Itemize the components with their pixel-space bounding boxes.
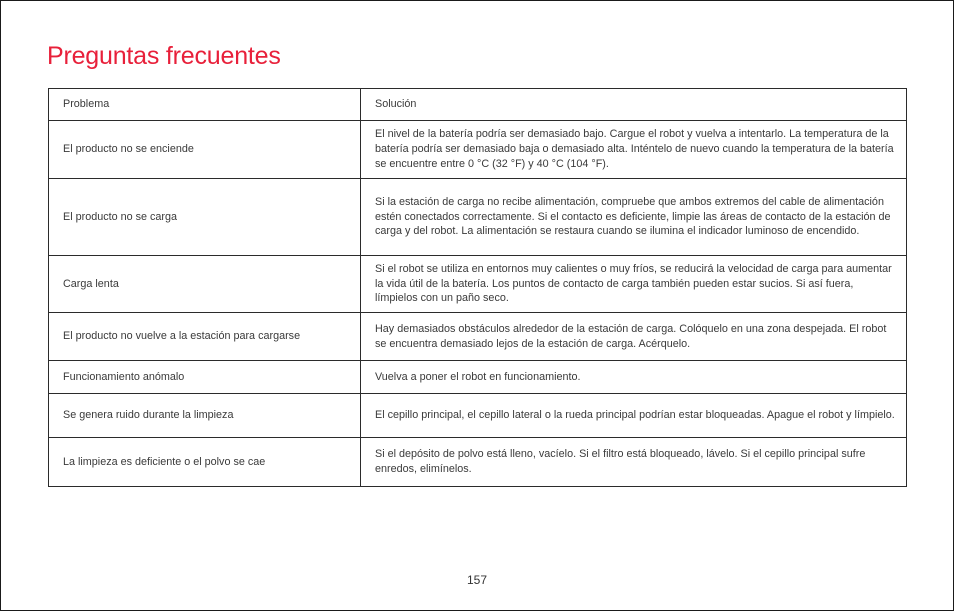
solution-cell: Hay demasiados obstáculos alrededor de la estación de carga. Colóquelo en una zona despejada. El robot se encuentra demasiado lejos de la estación de carga. Acérquelo. [361, 313, 907, 361]
solution-cell: Si el robot se utiliza en entornos muy calientes o muy fríos, se reducirá la velocidad de carga para aumentar la vida útil de la batería. Los puntos de contacto de carga también pueden estar sucios. Si así fuera, límpielos con un paño seco. [361, 256, 907, 313]
faq-table [48, 88, 907, 487]
table-row [49, 438, 907, 487]
solution-cell: Si la estación de carga no recibe alimentación, compruebe que ambos extremos del cable de alimentación estén conectados correctamente. Si el contacto es deficiente, limpie las áreas de contacto de la estación de carga y del robot. La alimentación se restaura cuando se ilumina el indicador luminoso de encendido. [361, 179, 907, 256]
table-header-row [49, 89, 907, 121]
table-row [49, 313, 907, 361]
header-solution: Solución [361, 89, 907, 121]
problem-cell: El producto no vuelve a la estación para cargarse [49, 313, 361, 361]
table-row [49, 256, 907, 313]
problem-cell: Se genera ruido durante la limpieza [49, 394, 361, 438]
problem-cell: Funcionamiento anómalo [49, 361, 361, 394]
solution-cell: El cepillo principal, el cepillo lateral o la rueda principal podrían estar bloqueadas. Apague el robot y límpielo. [361, 394, 907, 438]
problem-cell: El producto no se enciende [49, 121, 361, 179]
problem-cell: Carga lenta [49, 256, 361, 313]
page-number: 157 [466, 573, 488, 587]
table-row [49, 179, 907, 256]
solution-cell: Vuelva a poner el robot en funcionamiento. [361, 361, 907, 394]
problem-cell: La limpieza es deficiente o el polvo se cae [49, 438, 361, 487]
solution-cell: Si el depósito de polvo está lleno, vacíelo. Si el filtro está bloqueado, lávelo. Si el cepillo principal sufre enredos, elimínelos. [361, 438, 907, 487]
problem-cell: El producto no se carga [49, 179, 361, 256]
table-row [49, 121, 907, 179]
solution-cell: El nivel de la batería podría ser demasiado bajo. Cargue el robot y vuelva a intentarlo. La temperatura de la batería podría ser demasiado baja o demasiado alta. Inténtelo de nuevo cuando la temperatura de la batería se encuentre entre 0 °C (32 °F) y 40 °C (104 °F). [361, 121, 907, 179]
header-problem: Problema [49, 89, 361, 121]
page-title: Preguntas frecuentes [47, 42, 281, 70]
table-row [49, 394, 907, 438]
table-row [49, 361, 907, 394]
